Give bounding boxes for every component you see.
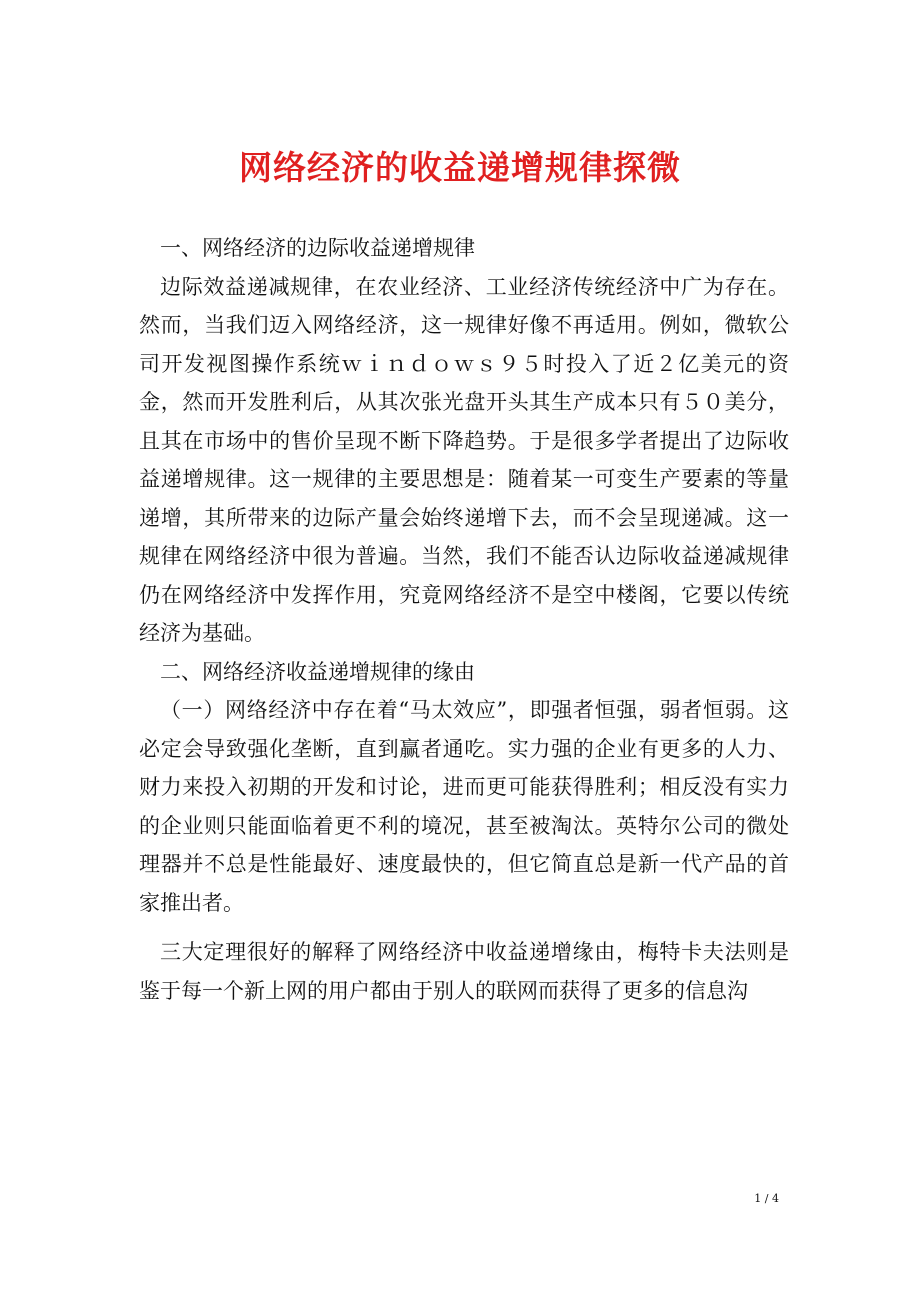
body-paragraph: 三大定理很好的解释了网络经济中收益递增缘由，梅特卡夫法则是鉴于每一个新上网的用户都由于别人的联网而获得了更多的信息沟 <box>139 940 789 1003</box>
body-paragraph: （一）网络经济中存在着“马太效应”，即强者恒强，弱者恒弱。这必定会导致强化垄断，直到赢者通吃。实力强的企业有更多的人力、财力来投入初期的开发和讨论，进而更可能获得胜利；相反没有实力的企业则只能面临着更不利的境况，甚至被淘汰。英特尔公司的微处理器并不总是性能最好、速度最快的，但它简直总是新一代产品的首家推出者。 <box>139 698 789 915</box>
section-heading: 一、网络经济的边际收益递增规律 <box>160 236 475 260</box>
page-number: 1 / 4 <box>754 1192 779 1205</box>
section-heading: 二、网络经济收益递增规律的缘由 <box>160 659 475 684</box>
body-paragraph: 边际效益递减规律，在农业经济、工业经济传统经济中广为存在。然而，当我们迈入网络经济，这一规律好像不再适用。例如，微软公司开发视图操作系统ｗｉｎｄｏｗｓ９５时投入了近２亿美元的资金，然而开发胜利后，从其次张光盘开头其生产成本只有５０美分，且其在市场中的售价呈现不断下降趋势。于是很多学者提出了边际收益递增规律。这一规律的主要思想是：随着某一可变生产要素的等量递增，其所带来的边际产量会始终递增下去，而不会呈现递减。这一规律在网络经济中很为普遍。当然，我们不能否认边际收益递减规律仍在网络经济中发挥作用，究竟网络经济不是空中楼阁，它要以传统经济为基础。 <box>139 274 789 645</box>
document-body <box>139 229 789 1010</box>
document-title: 网络经济的收益递增规律探微 <box>239 148 681 187</box>
